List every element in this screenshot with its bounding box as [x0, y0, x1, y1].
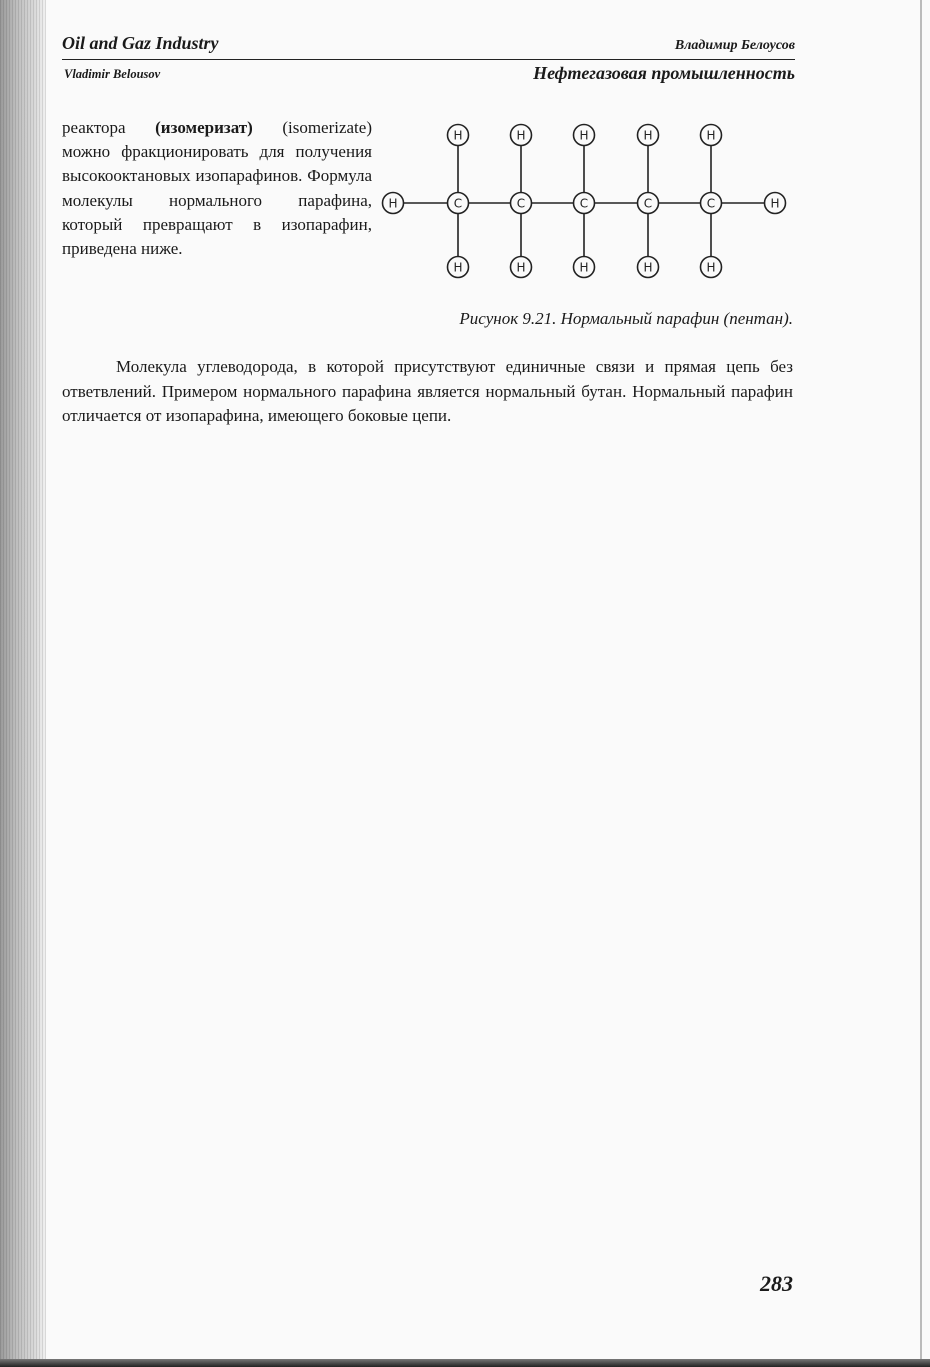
hydrogen-atom-bottom-3-label: H: [579, 260, 589, 275]
carbon-atom-1: [448, 193, 469, 214]
hydrogen-atom-bottom-2: [511, 257, 532, 278]
hydrogen-atom-top-4: [638, 125, 659, 146]
scan-bottom-bar: [0, 1359, 930, 1367]
hydrogen-atom-left-label: H: [388, 196, 398, 211]
hydrogen-atom-bottom-1-label: H: [453, 260, 463, 275]
hydrogen-atom-bottom-2-label: H: [516, 260, 526, 275]
hydrogen-atom-top-3: [574, 125, 595, 146]
running-header-sub: [62, 63, 795, 85]
hydrogen-atom-top-5: [701, 125, 722, 146]
hydrogen-atom-bottom-3: [574, 257, 595, 278]
carbon-atom-5-label: C: [706, 196, 716, 211]
hydrogen-atom-bottom-5: [701, 257, 722, 278]
carbon-atom-2: [511, 193, 532, 214]
scan-right-edge: [920, 0, 922, 1367]
intro-bold-term: (изомеризат): [155, 118, 253, 137]
header-author-ru: Владимир Белоусов: [674, 38, 795, 53]
carbon-atom-3: [574, 193, 595, 214]
hydrogen-atom-top-1: [448, 125, 469, 146]
running-header-top: [62, 33, 795, 60]
pentane-molecule-diagram: [378, 116, 798, 286]
hydrogen-atom-top-3-label: H: [579, 128, 589, 143]
pentane-structural-formula: [378, 116, 798, 291]
carbon-atom-2-label: C: [516, 196, 526, 211]
carbon-atom-3-label: C: [579, 196, 589, 211]
hydrogen-atom-right-label: H: [770, 196, 780, 211]
hydrogen-atom-bottom-5-label: H: [706, 260, 716, 275]
page-number: 283: [760, 1271, 793, 1296]
hydrogen-atom-bottom-4: [638, 257, 659, 278]
hydrogen-atom-top-1-label: H: [453, 128, 463, 143]
scan-gutter: [0, 0, 46, 1367]
carbon-atom-1-label: C: [453, 196, 463, 211]
header-title-ru: Нефтегазовая промышленность: [533, 63, 795, 83]
header-author-en: Vladimir Belousov: [64, 67, 161, 81]
carbon-atom-4-label: C: [643, 196, 653, 211]
hydrogen-atom-left: [383, 193, 404, 214]
header-title-en: Oil and Gaz Industry: [62, 33, 219, 53]
intro-text-end: (isomerizate) можно фракционировать для получения высокооктановых изопарафинов. Формула молекулы нормального парафина, который превращают в изопарафин, приведена ниже.: [62, 118, 372, 259]
body-paragraph: Молекула углеводорода, в которой присутствуют единичные связи и прямая цепь без ответвлений. Примером нормального парафина является нормальный бутан. Нормальный парафин отличается от изопарафина, имеющего боковые цепи.: [62, 357, 793, 425]
figure-caption: Рисунок 9.21. Нормальный парафин (пентан).: [459, 309, 793, 328]
hydrogen-atom-top-5-label: H: [706, 128, 716, 143]
hydrogen-atom-top-4-label: H: [643, 128, 653, 143]
hydrogen-atom-top-2: [511, 125, 532, 146]
hydrogen-atom-right: [765, 193, 786, 214]
intro-text-start: реактора: [62, 118, 156, 137]
hydrogen-atom-bottom-4-label: H: [643, 260, 653, 275]
carbon-atom-4: [638, 193, 659, 214]
carbon-atom-5: [701, 193, 722, 214]
intro-paragraph: [62, 116, 372, 261]
hydrogen-atom-bottom-1: [448, 257, 469, 278]
hydrogen-atom-top-2-label: H: [516, 128, 526, 143]
